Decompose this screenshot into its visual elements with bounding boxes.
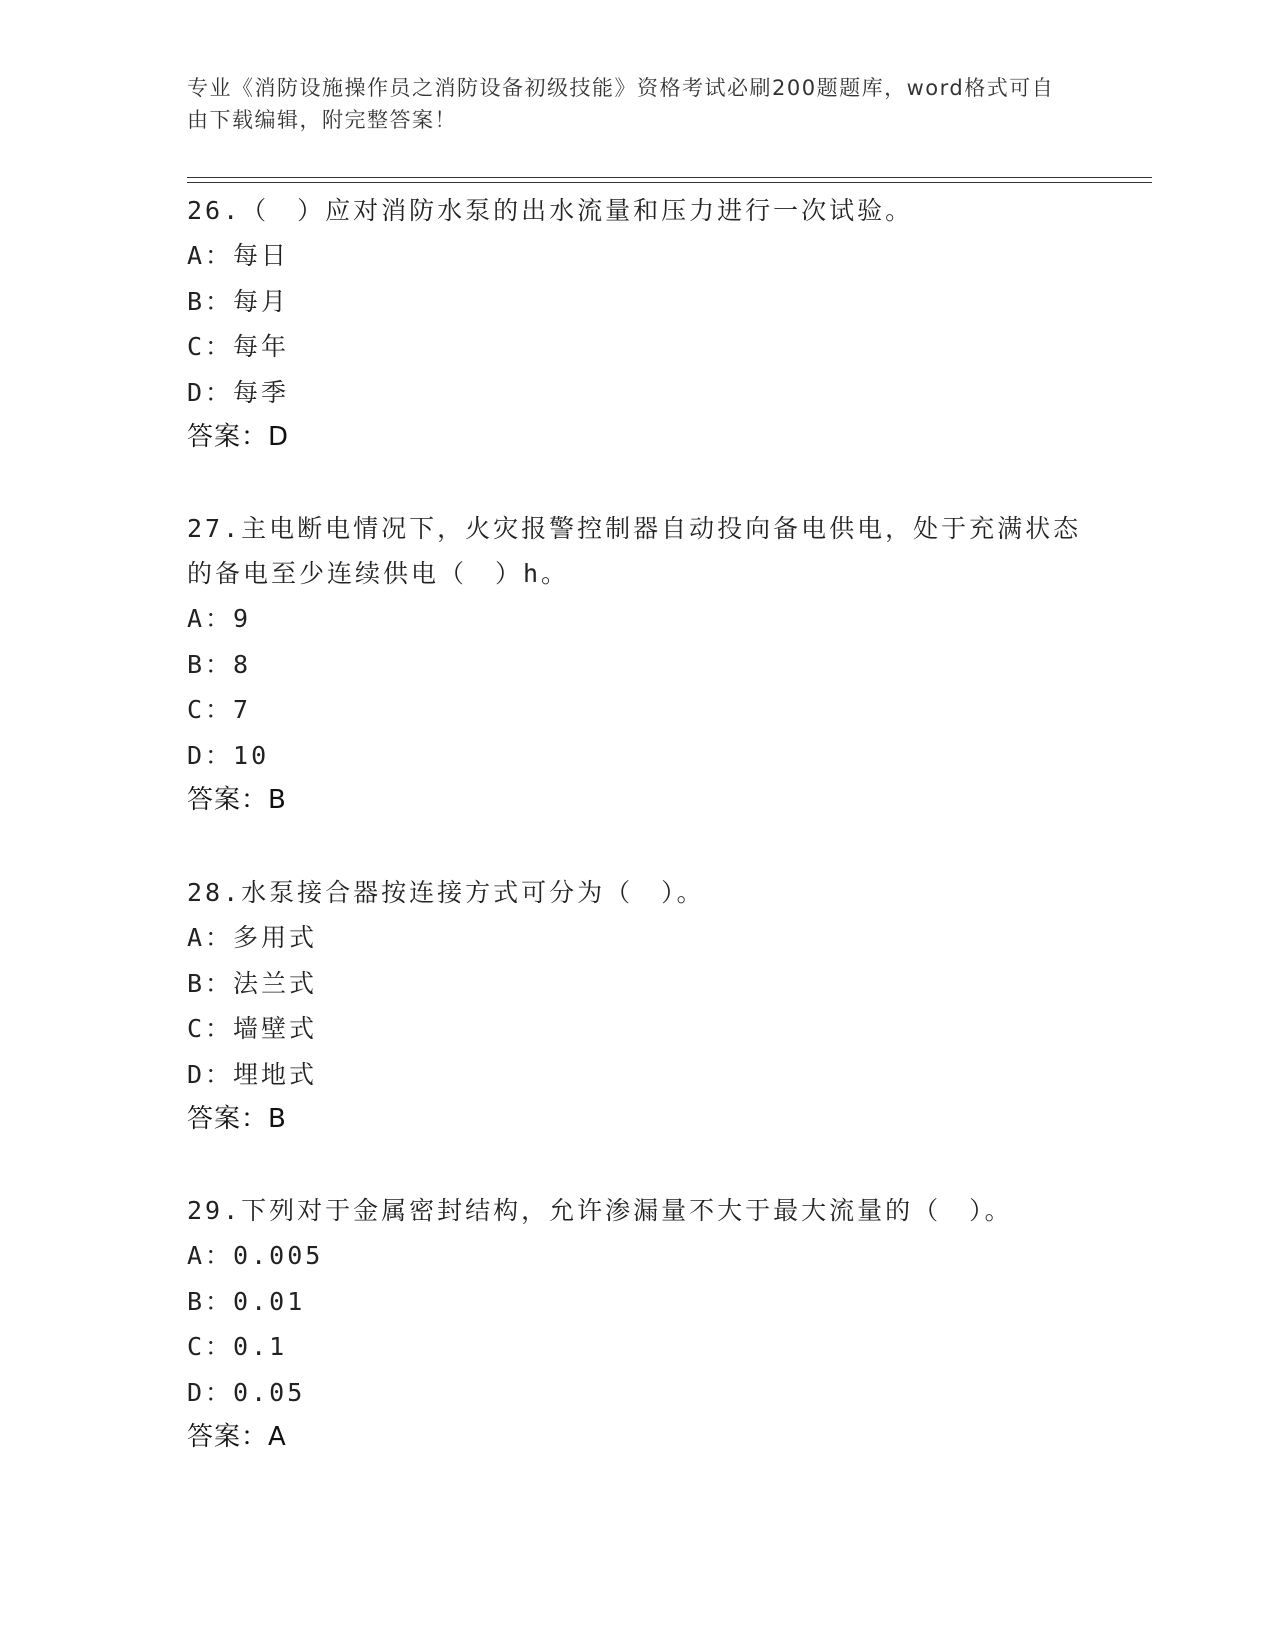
document-header: 专业《消防设施操作员之消防设备初级技能》资格考试必刷200题题库，word格式可自由下载编辑，附完整答案！ <box>187 76 1055 132</box>
question-stem: 27.主电断电情况下，火灾报警控制器自动投向备电供电，处于充满状态的备电至少连续供电（ ）h。 <box>187 514 1082 588</box>
answer: 答案：D <box>187 422 290 452</box>
option-a: A：每日 <box>187 241 290 270</box>
option-a: A：9 <box>187 604 252 633</box>
option-c: C：墙壁式 <box>187 1014 318 1043</box>
header-divider-top <box>187 177 1152 178</box>
option-a: A：多用式 <box>187 923 318 952</box>
option-b: B：每月 <box>187 286 290 316</box>
option-d: D：埋地式 <box>187 1059 318 1089</box>
answer: 答案：B <box>187 1104 287 1134</box>
answer: 答案：B <box>187 785 287 815</box>
option-d: D：0.05 <box>187 1377 306 1407</box>
option-c: C：每年 <box>187 332 290 361</box>
option-c: C：0.1 <box>187 1332 288 1361</box>
option-b: B：0.01 <box>187 1286 306 1316</box>
question-26 <box>187 188 1087 460</box>
question-27 <box>187 506 1087 823</box>
option-a: A：0.005 <box>187 1241 324 1270</box>
question-stem: 29.下列对于金属密封结构，允许渗漏量不大于最大流量的（ ）。 <box>187 1196 1013 1225</box>
question-stem: 28.水泵接合器按连接方式可分为（ ）。 <box>187 878 705 907</box>
option-b: B：8 <box>187 649 252 679</box>
option-d: D：10 <box>187 740 270 770</box>
option-b: B：法兰式 <box>187 968 318 998</box>
header-divider-bottom <box>187 182 1152 183</box>
option-c: C：7 <box>187 695 252 724</box>
question-28 <box>187 870 1087 1142</box>
answer: 答案：A <box>187 1422 287 1452</box>
question-stem: 26.（ ）应对消防水泵的出水流量和压力进行一次试验。 <box>187 196 914 225</box>
question-29 <box>187 1188 1087 1460</box>
option-d: D：每季 <box>187 377 290 407</box>
